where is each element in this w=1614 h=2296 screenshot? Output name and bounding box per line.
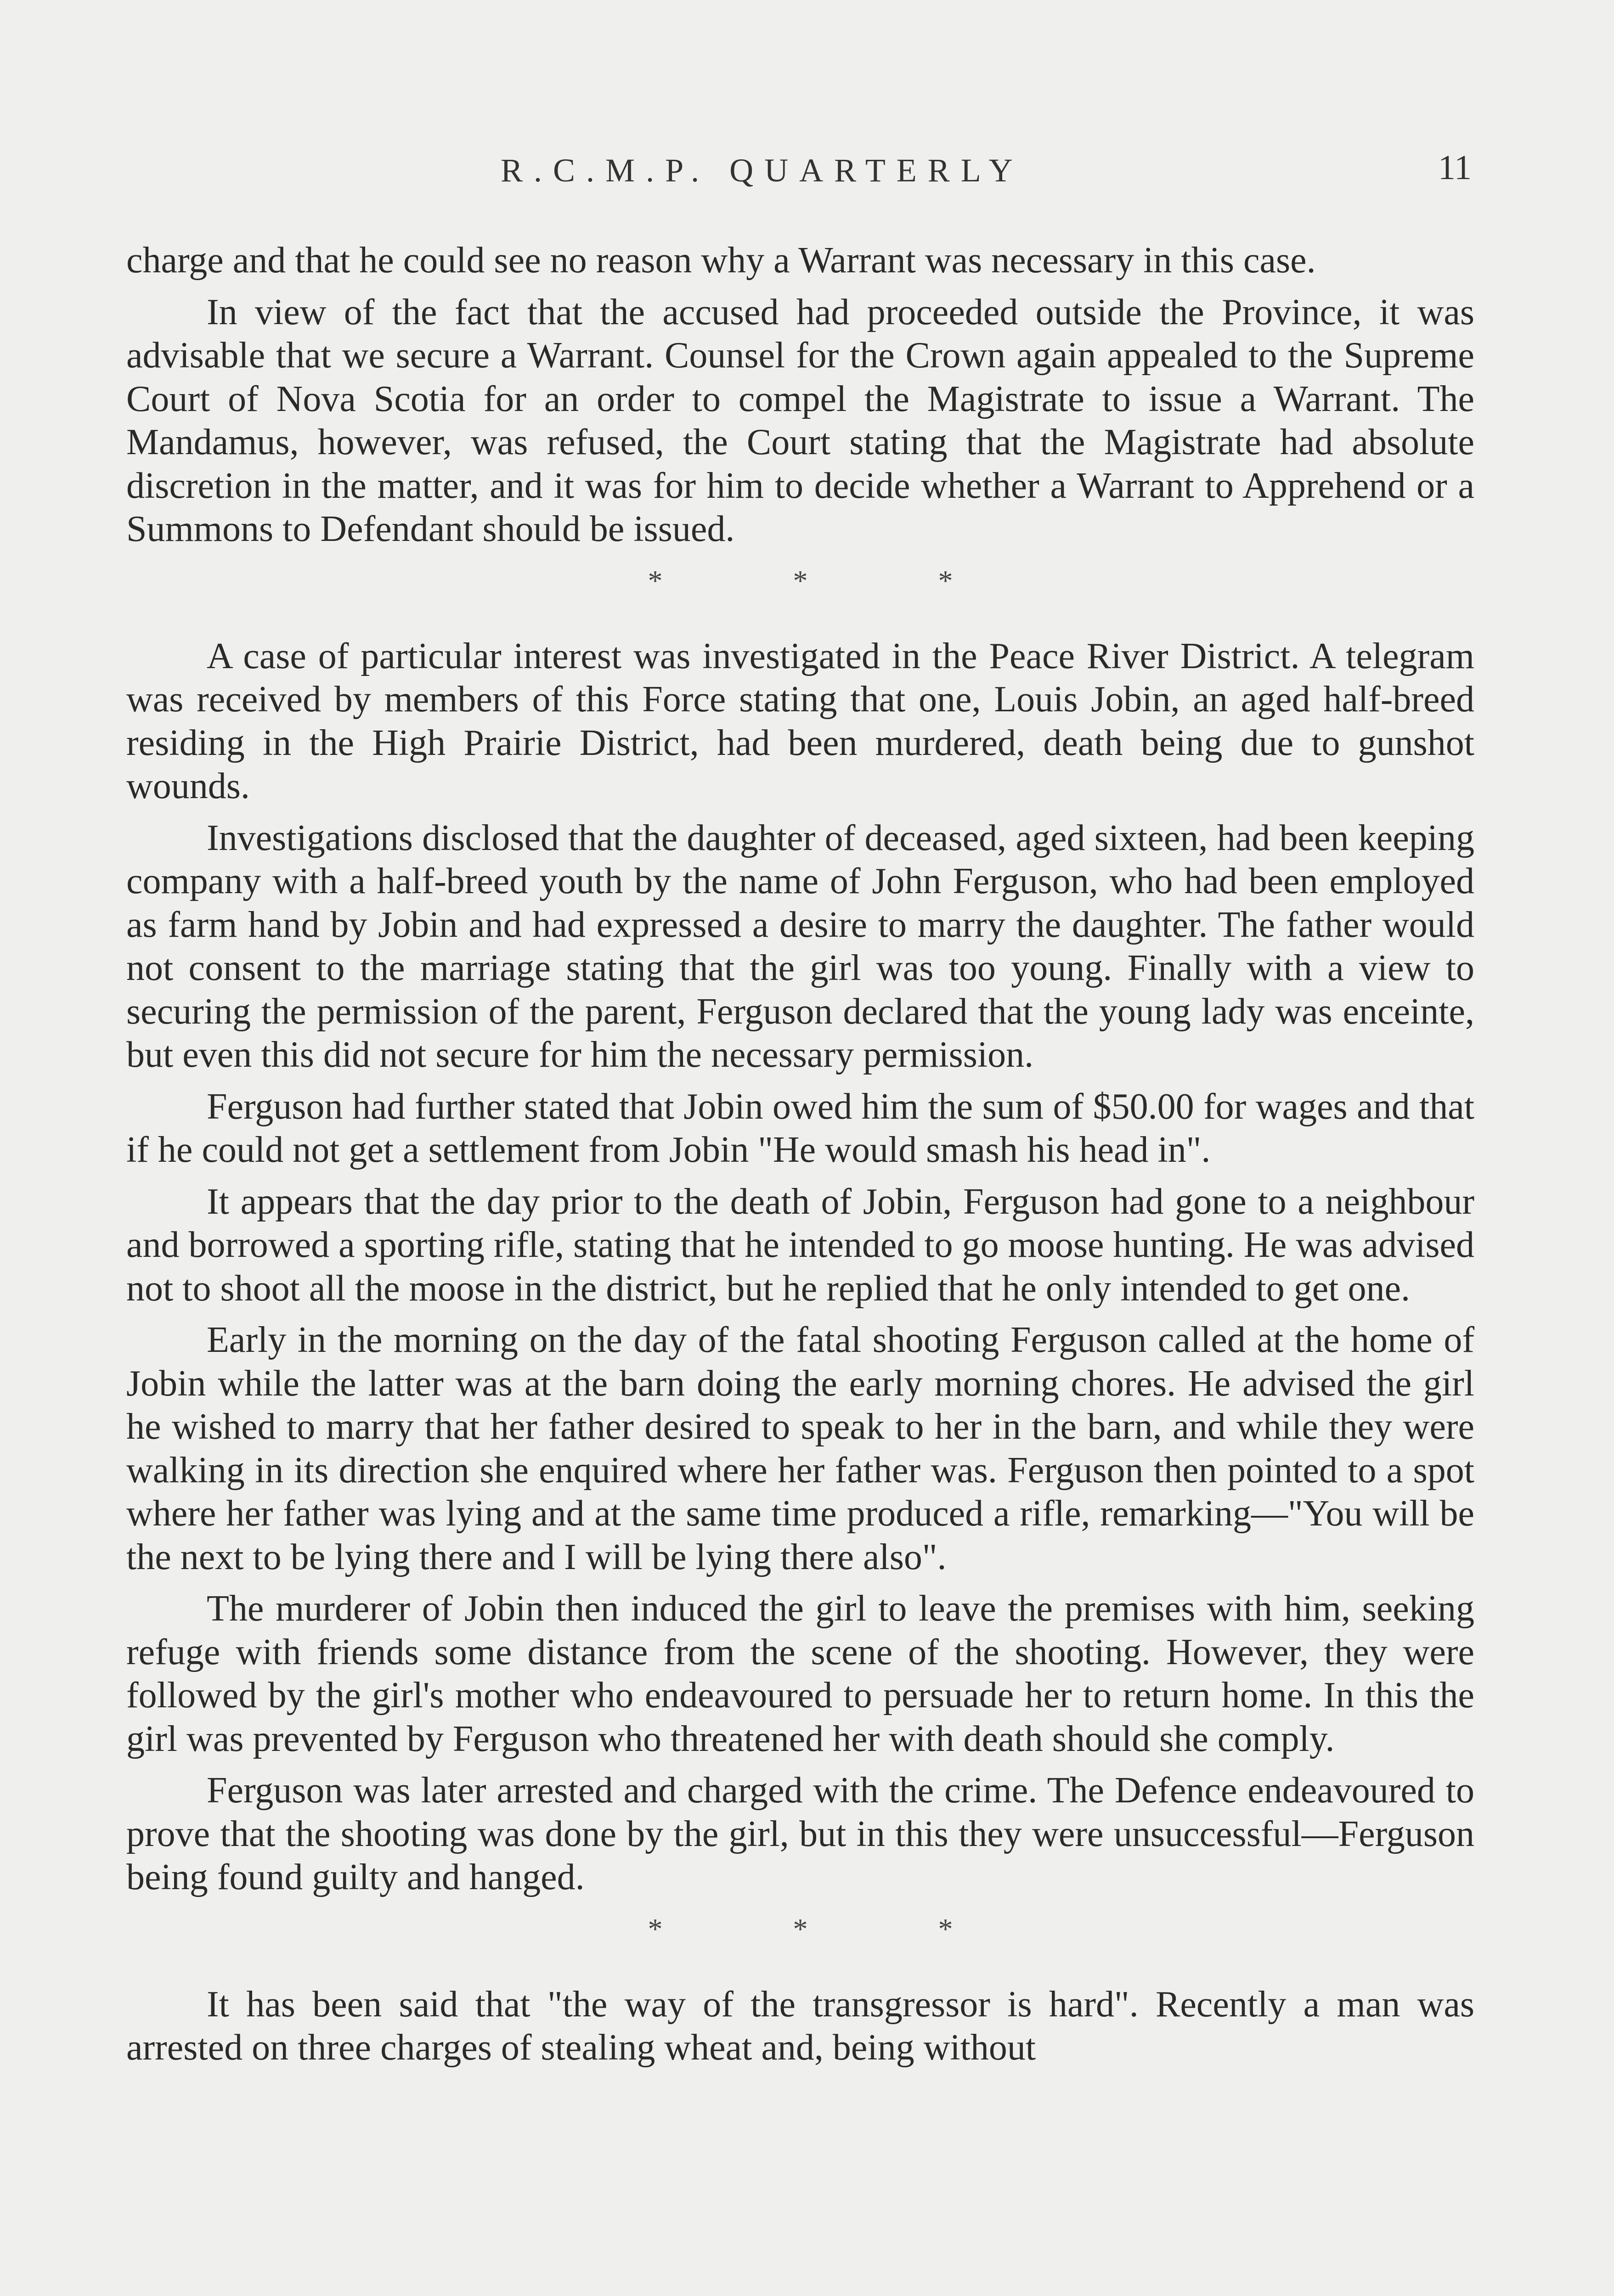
article-body [126,239,1474,2078]
paragraph: charge and that he could see no reason why a Warrant was necessary in this case. [126,240,1316,281]
paragraph: It appears that the day prior to the death of Jobin, Ferguson had gone to a neighbour and borrowed a sporting rifle, stating that he intended to go moose hunting. He was advised not to shoot all the moose in the district, but he replied that he only intended to get one. [126,1181,1474,1309]
section-separator [126,559,1474,602]
running-title: R.C.M.P. QUARTERLY [501,152,1024,189]
separator-asterisk: * [793,564,808,597]
paragraph: The murderer of Jobin then induced the girl to leave the premises with him, seeking refuge with friends some distance from the scene of the shooting. However, they were followed by the girl's mother who endeavoured to persuade her to return home. In this the girl was prevented by Ferguson who threatened her with death should she comply. [126,1588,1474,1759]
separator-asterisk: * [938,564,953,597]
separator-asterisk: * [793,1912,808,1945]
paragraph: Investigations disclosed that the daughter of deceased, aged sixteen, had been keeping company with a half-breed youth by the name of John Ferguson, who had been employed as farm hand by Jobin and had expressed a desire to marry the daughter. The father would not consent to the marriage stating that the girl was too young. Finally with a view to securing the permission of the parent, Ferguson declared that the young lady was enceinte, but even this did not secure for him the necessary permission. [126,817,1474,1075]
separator-asterisk: * [648,1912,663,1945]
paragraph: Ferguson had further stated that Jobin owed him the sum of $50.00 for wages and that if he could not get a settlement from Jobin "He would smash his head in". [126,1086,1474,1170]
page-number: 11 [1438,148,1472,187]
separator-asterisk: * [648,564,663,597]
paragraph: A case of particular interest was investigated in the Peace River District. A telegram was received by members of this Force stating that one, Louis Jobin, an aged half-breed residing in the High Prairie District, had been murdered, death being due to gunshot wounds. [126,636,1474,806]
paragraph: Early in the morning on the day of the fatal shooting Ferguson called at the home of Jobin while the latter was at the barn doing the early morning chores. He advised the girl he wished to marry that her father desired to speak to her in the barn, and while they were walking in its direction she enquired where her father was. Ferguson then pointed to a spot where her father was lying and at the same time produced a rifle, remarking—"You will be the next to be lying there and I will be lying there also". [126,1320,1474,1577]
section-separator [126,1908,1474,1951]
paragraph: In view of the fact that the accused had proceeded outside the Province, it was advisable that we secure a Warrant. Counsel for the Crown again appealed to the Supreme Court of Nova Scotia for an order to compel the Magistrate to issue a Warrant. The Mandamus, however, was refused, the Court stating that the Magistrate had absolute discretion in the matter, and it was for him to decide whether a Warrant to Apprehend or a Summons to Defendant should be issued. [126,292,1474,549]
paragraph: Ferguson was later arrested and charged with the crime. The Defence endeavoured to prove that the shooting was done by the girl, but in this they were unsuccessful—Ferguson being found guilty and hanged. [126,1770,1474,1897]
separator-asterisk: * [938,1912,953,1945]
paragraph: It has been said that "the way of the transgressor is hard". Recently a man was arrested on three charges of stealing wheat and, being without [126,1984,1474,2068]
